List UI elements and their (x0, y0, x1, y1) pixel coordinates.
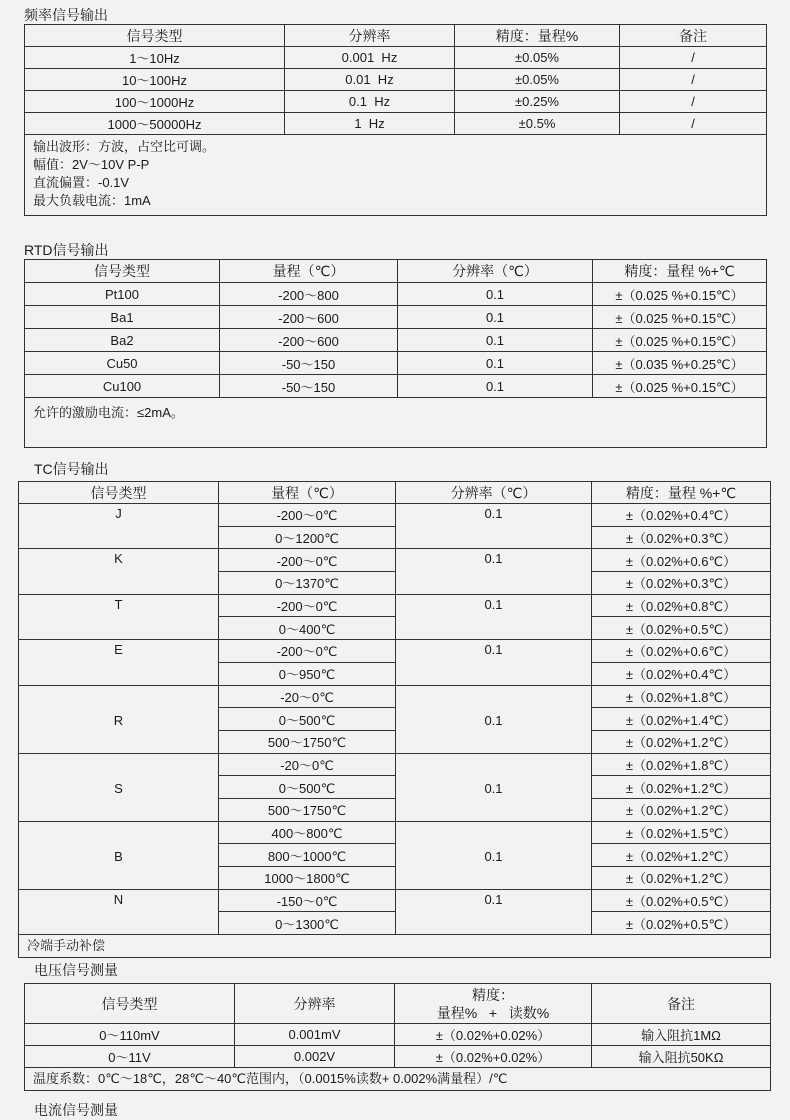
rtd-accuracy-cell: ±（0.025 %+0.15℃） (593, 375, 767, 398)
voltage-resolution-cell: 0.002V (235, 1046, 395, 1068)
freq-type-cell: 1～10Hz (25, 47, 285, 69)
rtd-header-resolution: 分辨率（℃） (398, 260, 593, 283)
table-row (25, 47, 767, 69)
rtd-accuracy-cell: ±（0.025 %+0.15℃） (593, 306, 767, 329)
freq-resolution-cell: 0.1 Hz (285, 91, 455, 113)
tc-range-cell: 500～1750℃ (219, 798, 396, 821)
tc-resolution-cell: 0.1 (396, 640, 592, 685)
tc-title: TC信号输出 (34, 461, 109, 477)
tc-range-cell: 800～1000℃ (219, 844, 396, 867)
tc-range-cell: 500～1750℃ (219, 730, 396, 753)
tc-range-cell: 0～1300℃ (219, 912, 396, 935)
tc-accuracy-cell: ±（0.02%+1.2℃） (592, 776, 771, 799)
rtd-resolution-cell: 0.1 (398, 306, 593, 329)
table-row (19, 821, 771, 844)
tc-accuracy-cell: ±（0.02%+1.2℃） (592, 798, 771, 821)
rtd-accuracy-cell: ±（0.025 %+0.15℃） (593, 283, 767, 306)
voltage-table (24, 983, 771, 1091)
tc-accuracy-cell: ±（0.02%+0.5℃） (592, 617, 771, 640)
tc-accuracy-cell: ±（0.02%+0.3℃） (592, 572, 771, 595)
tc-range-cell: 0～950℃ (219, 662, 396, 685)
freq-table (24, 24, 767, 216)
table-row (25, 306, 767, 329)
voltage-note-cell: 输入阻抗1MΩ (592, 1024, 771, 1046)
tc-range-cell: 0～500℃ (219, 776, 396, 799)
freq-note-line: 直流偏置：-0.1V (33, 175, 130, 190)
tc-resolution-cell: 0.1 (396, 685, 592, 753)
tc-accuracy-cell: ±（0.02%+0.5℃） (592, 912, 771, 935)
tc-note: 冷端手动补偿 (19, 935, 771, 958)
tc-type-cell: J (19, 504, 219, 549)
tc-header-type: 信号类型 (19, 482, 219, 504)
table-row (19, 889, 771, 912)
freq-header-accuracy: 精度：量程% (455, 25, 620, 47)
voltage-header-note: 备注 (592, 984, 771, 1024)
rtd-resolution-cell: 0.1 (398, 329, 593, 352)
tc-range-cell: -20～0℃ (219, 753, 396, 776)
rtd-accuracy-cell: ±（0.035 %+0.25℃） (593, 352, 767, 375)
tc-type-cell: S (19, 753, 219, 821)
voltage-resolution-cell: 0.001mV (235, 1024, 395, 1046)
freq-resolution-cell: 0.01 Hz (285, 69, 455, 91)
rtd-resolution-cell: 0.1 (398, 352, 593, 375)
tc-resolution-cell: 0.1 (396, 821, 592, 889)
tc-accuracy-cell: ±（0.02%+0.8℃） (592, 594, 771, 617)
freq-type-cell: 100～1000Hz (25, 91, 285, 113)
table-row (25, 113, 767, 135)
rtd-type-cell: Ba1 (25, 306, 220, 329)
table-row (19, 640, 771, 663)
voltage-type-cell: 0～11V (25, 1046, 235, 1068)
freq-note-cell: / (620, 91, 767, 113)
voltage-note-cell: 输入阻抗50KΩ (592, 1046, 771, 1068)
table-row (19, 753, 771, 776)
voltage-note: 温度系数：0℃～18℃，28℃～40℃范围内，（0.0015%读数+ 0.002%满量程）/℃ (25, 1068, 771, 1091)
tc-range-cell: 0～1370℃ (219, 572, 396, 595)
rtd-header-type: 信号类型 (25, 260, 220, 283)
freq-header-type: 信号类型 (25, 25, 285, 47)
tc-header-accuracy: 精度：量程 %+℃ (592, 482, 771, 504)
tc-range-cell: 400～800℃ (219, 821, 396, 844)
tc-header-range: 量程（℃） (219, 482, 396, 504)
voltage-type-cell: 0～110mV (25, 1024, 235, 1046)
rtd-header-range: 量程（℃） (220, 260, 398, 283)
tc-range-cell: 0～500℃ (219, 708, 396, 731)
rtd-type-cell: Cu100 (25, 375, 220, 398)
tc-range-cell: 1000～1800℃ (219, 867, 396, 890)
rtd-type-cell: Pt100 (25, 283, 220, 306)
rtd-range-cell: -50～150 (220, 352, 398, 375)
rtd-range-cell: -200～600 (220, 329, 398, 352)
table-row (25, 375, 767, 398)
table-row (19, 549, 771, 572)
freq-note-line: 幅值：2V～10V P-P (33, 157, 150, 172)
tc-accuracy-cell: ±（0.02%+1.2℃） (592, 844, 771, 867)
rtd-range-cell: -200～800 (220, 283, 398, 306)
freq-note-line: 最大负载电流：1mA (33, 193, 151, 208)
freq-note-cell: / (620, 69, 767, 91)
freq-note-cell: / (620, 47, 767, 69)
rtd-range-cell: -200～600 (220, 306, 398, 329)
voltage-accuracy-cell: ±（0.02%+0.02%） (395, 1046, 592, 1068)
rtd-resolution-cell: 0.1 (398, 375, 593, 398)
tc-type-cell: E (19, 640, 219, 685)
tc-accuracy-cell: ±（0.02%+1.2℃） (592, 730, 771, 753)
tc-accuracy-cell: ±（0.02%+1.8℃） (592, 753, 771, 776)
tc-range-cell: -150～0℃ (219, 889, 396, 912)
voltage-header-accuracy (395, 984, 592, 1024)
table-row (19, 594, 771, 617)
tc-accuracy-cell: ±（0.02%+0.6℃） (592, 640, 771, 663)
tc-accuracy-cell: ±（0.02%+0.4℃） (592, 504, 771, 527)
tc-accuracy-cell: ±（0.02%+0.6℃） (592, 549, 771, 572)
tc-table (18, 481, 771, 958)
tc-accuracy-cell: ±（0.02%+0.5℃） (592, 889, 771, 912)
table-row (25, 1024, 771, 1046)
freq-type-cell: 10～100Hz (25, 69, 285, 91)
freq-accuracy-cell: ±0.05% (455, 69, 620, 91)
tc-range-cell: -200～0℃ (219, 594, 396, 617)
table-row (25, 1046, 771, 1068)
rtd-accuracy-cell: ±（0.025 %+0.15℃） (593, 329, 767, 352)
rtd-header-accuracy: 精度：量程 %+℃ (593, 260, 767, 283)
tc-accuracy-cell: ±（0.02%+0.4℃） (592, 662, 771, 685)
freq-header-resolution: 分辨率 (285, 25, 455, 47)
tc-type-cell: R (19, 685, 219, 753)
tc-accuracy-cell: ±（0.02%+1.2℃） (592, 867, 771, 890)
rtd-type-cell: Ba2 (25, 329, 220, 352)
freq-note-line: 输出波形：方波，占空比可调。 (33, 139, 216, 154)
rtd-table (24, 259, 767, 448)
rtd-title: RTD信号输出 (24, 242, 109, 258)
freq-accuracy-cell: ±0.25% (455, 91, 620, 113)
tc-range-cell: -20～0℃ (219, 685, 396, 708)
voltage-header-accuracy-line2: 量程% + 读数% (436, 1004, 550, 1021)
voltage-accuracy-cell: ±（0.02%+0.02%） (395, 1024, 592, 1046)
tc-accuracy-cell: ±（0.02%+1.4℃） (592, 708, 771, 731)
voltage-title: 电压信号测量 (34, 962, 118, 978)
rtd-resolution-cell: 0.1 (398, 283, 593, 306)
rtd-type-cell: Cu50 (25, 352, 220, 375)
tc-accuracy-cell: ±（0.02%+0.3℃） (592, 526, 771, 549)
voltage-header-accuracy-line1: 精度： (472, 986, 514, 1003)
freq-resolution-cell: 0.001 Hz (285, 47, 455, 69)
freq-accuracy-cell: ±0.05% (455, 47, 620, 69)
tc-header-resolution: 分辨率（℃） (396, 482, 592, 504)
rtd-range-cell: -50～150 (220, 375, 398, 398)
tc-resolution-cell: 0.1 (396, 504, 592, 549)
table-row (25, 352, 767, 375)
tc-range-cell: -200～0℃ (219, 504, 396, 527)
table-row (19, 685, 771, 708)
freq-accuracy-cell: ±0.5% (455, 113, 620, 135)
tc-range-cell: 0～400℃ (219, 617, 396, 640)
tc-range-cell: -200～0℃ (219, 640, 396, 663)
tc-accuracy-cell: ±（0.02%+1.5℃） (592, 821, 771, 844)
tc-type-cell: N (19, 889, 219, 934)
table-row (25, 329, 767, 352)
freq-header-note: 备注 (620, 25, 767, 47)
table-row (25, 91, 767, 113)
freq-resolution-cell: 1 Hz (285, 113, 455, 135)
tc-type-cell: K (19, 549, 219, 594)
table-row (25, 69, 767, 91)
rtd-note: 允许的激励电流：≤2mA。 (25, 398, 767, 448)
voltage-header-resolution: 分辨率 (235, 984, 395, 1024)
tc-type-cell: B (19, 821, 219, 889)
freq-note-cell: / (620, 113, 767, 135)
tc-resolution-cell: 0.1 (396, 594, 592, 639)
current-title: 电流信号测量 (34, 1102, 118, 1118)
freq-notes (25, 135, 767, 216)
table-row (19, 504, 771, 527)
tc-resolution-cell: 0.1 (396, 753, 592, 821)
freq-title: 频率信号输出 (24, 7, 108, 23)
tc-range-cell: -200～0℃ (219, 549, 396, 572)
tc-type-cell: T (19, 594, 219, 639)
tc-resolution-cell: 0.1 (396, 889, 592, 934)
freq-type-cell: 1000～50000Hz (25, 113, 285, 135)
tc-accuracy-cell: ±（0.02%+1.8℃） (592, 685, 771, 708)
table-row (25, 283, 767, 306)
tc-resolution-cell: 0.1 (396, 549, 592, 594)
voltage-header-type: 信号类型 (25, 984, 235, 1024)
tc-range-cell: 0～1200℃ (219, 526, 396, 549)
